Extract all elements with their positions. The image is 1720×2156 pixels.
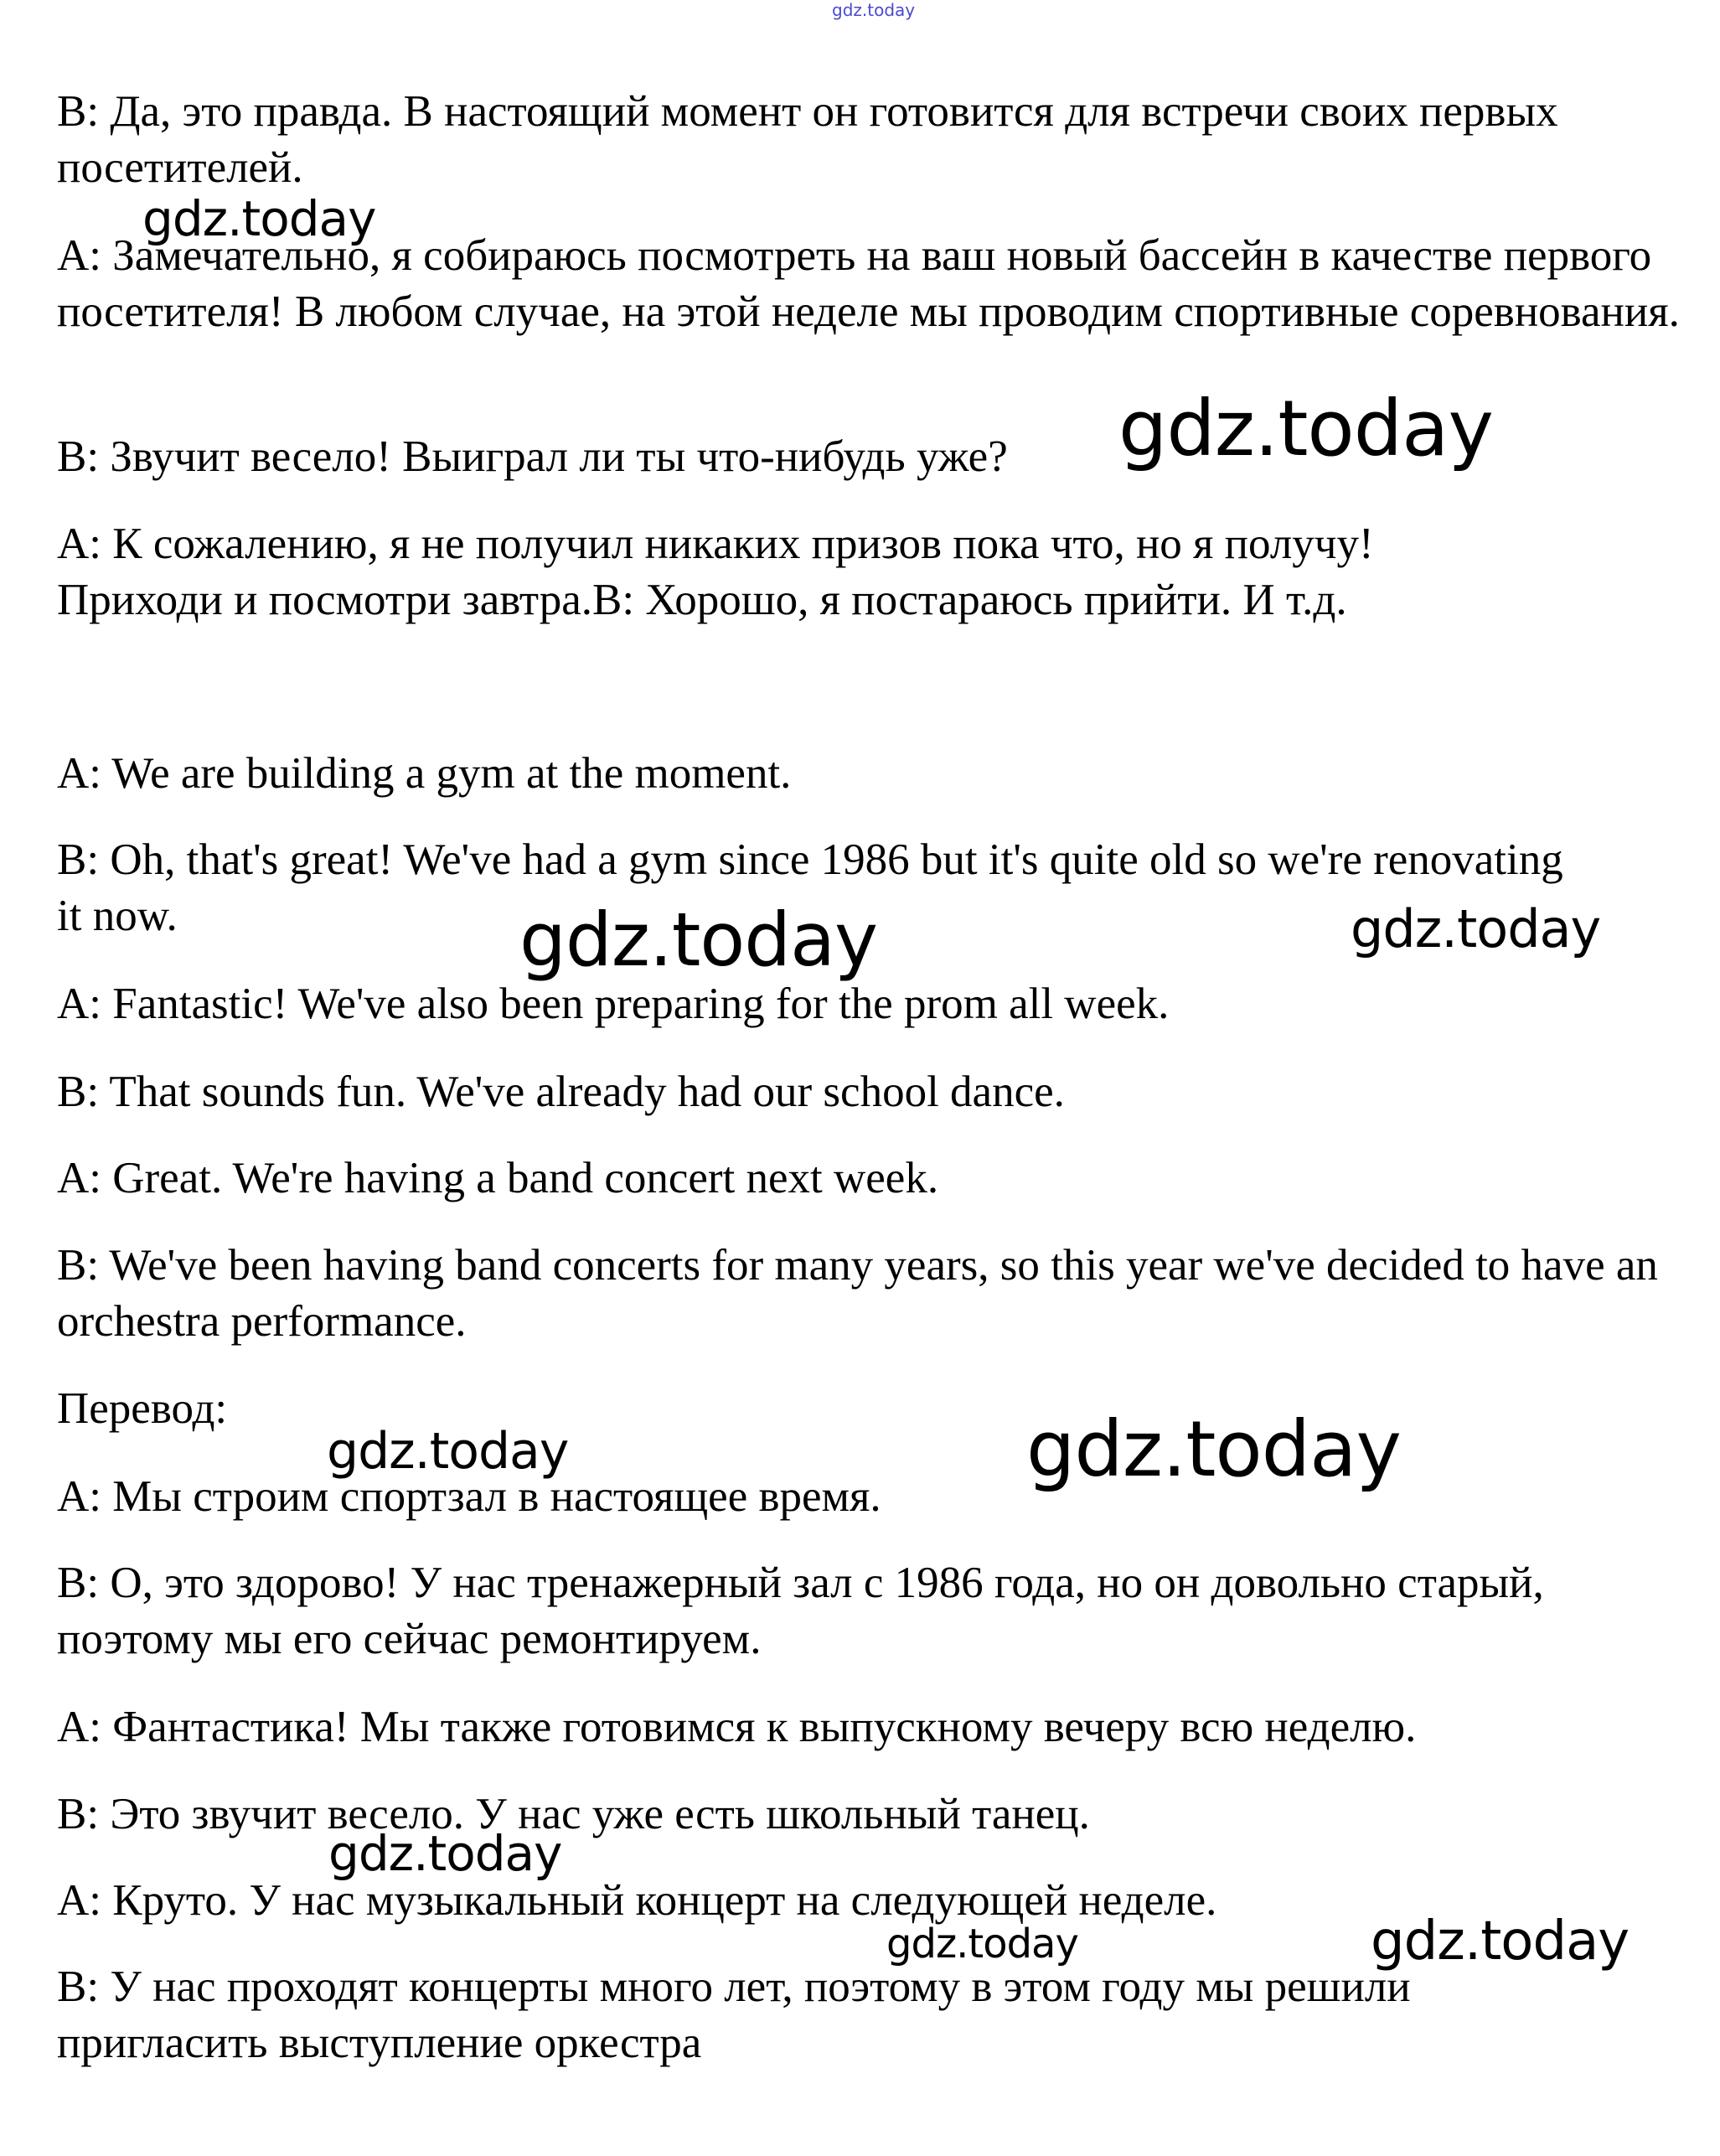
watermark: gdz.today	[327, 1422, 569, 1481]
paragraph-ru-3: B: Звучит весело! Выиграл ли ты что-нибудь уже?	[57, 432, 1008, 481]
paragraph-tr-3: A: Фантастика! Мы также готовимся к выпускному вечеру всю неделю.	[57, 1703, 1417, 1751]
watermark: gdz.today	[886, 1921, 1078, 1967]
watermark: gdz.today	[1351, 898, 1601, 959]
translation-heading: Перевод:	[57, 1384, 228, 1433]
paragraph-tr-2: B: О, это здорово! У нас тренажерный зал с 1986 года, но он довольно старый, поэтому мы его сейчас ремонтируем.	[57, 1559, 1544, 1663]
watermark: gdz.today	[142, 190, 376, 247]
watermark: gdz.today	[1118, 384, 1493, 473]
paragraph-tr-5: A: Круто. У нас музыкальный концерт на следующей неделе.	[57, 1876, 1217, 1925]
paragraph-en-2: B: Oh, that's great! We've had a gym since 1986 but it's quite old so we're renovating it now.	[57, 835, 1563, 940]
paragraph-en-5: A: Great. We're having a band concert next week.	[57, 1154, 939, 1202]
paragraph-tr-4: B: Это звучит весело. У нас уже есть школьный танец.	[57, 1790, 1090, 1838]
watermark: gdz.today	[1026, 1404, 1401, 1494]
watermark: gdz.today	[1371, 1910, 1630, 1972]
paragraph-en-3: A: Fantastic! We've also been preparing for the prom all week.	[57, 980, 1170, 1028]
paragraph-ru-4: А: К сожалению, я не получил никаких призов пока что, но я получу!	[57, 520, 1374, 568]
paragraph-en-6: B: We've been having band concerts for many years, so this year we've decided to have an orchestra performance.	[57, 1241, 1658, 1346]
paragraph-ru-2: А: Замечательно, я собираюсь посмотреть на ваш новый бассейн в качестве первого посетителя! В любом случае, на этой неделе мы проводим спортивные соревнования.	[57, 231, 1680, 336]
watermark: gdz.today	[328, 1825, 562, 1882]
paragraph-ru-5: Приходи и посмотри завтра.В: Хорошо, я постараюсь прийти. И т.д.	[57, 576, 1347, 624]
paragraph-ru-1: B: Да, это правда. В настоящий момент он готовится для встречи своих первых посетителей.	[57, 87, 1558, 192]
watermark-top: gdz.today	[832, 0, 916, 20]
watermark: gdz.today	[519, 897, 878, 983]
paragraph-en-1: A: We are building a gym at the moment.	[57, 749, 792, 798]
paragraph-en-4: B: That sounds fun. We've already had our school dance.	[57, 1068, 1065, 1116]
paragraph-tr-6: B: У нас проходят концерты много лет, поэтому в этом году мы решили пригласить выступление оркестра	[57, 1962, 1411, 2067]
paragraph-tr-1: A: Мы строим спортзал в настоящее время.	[57, 1472, 881, 1521]
